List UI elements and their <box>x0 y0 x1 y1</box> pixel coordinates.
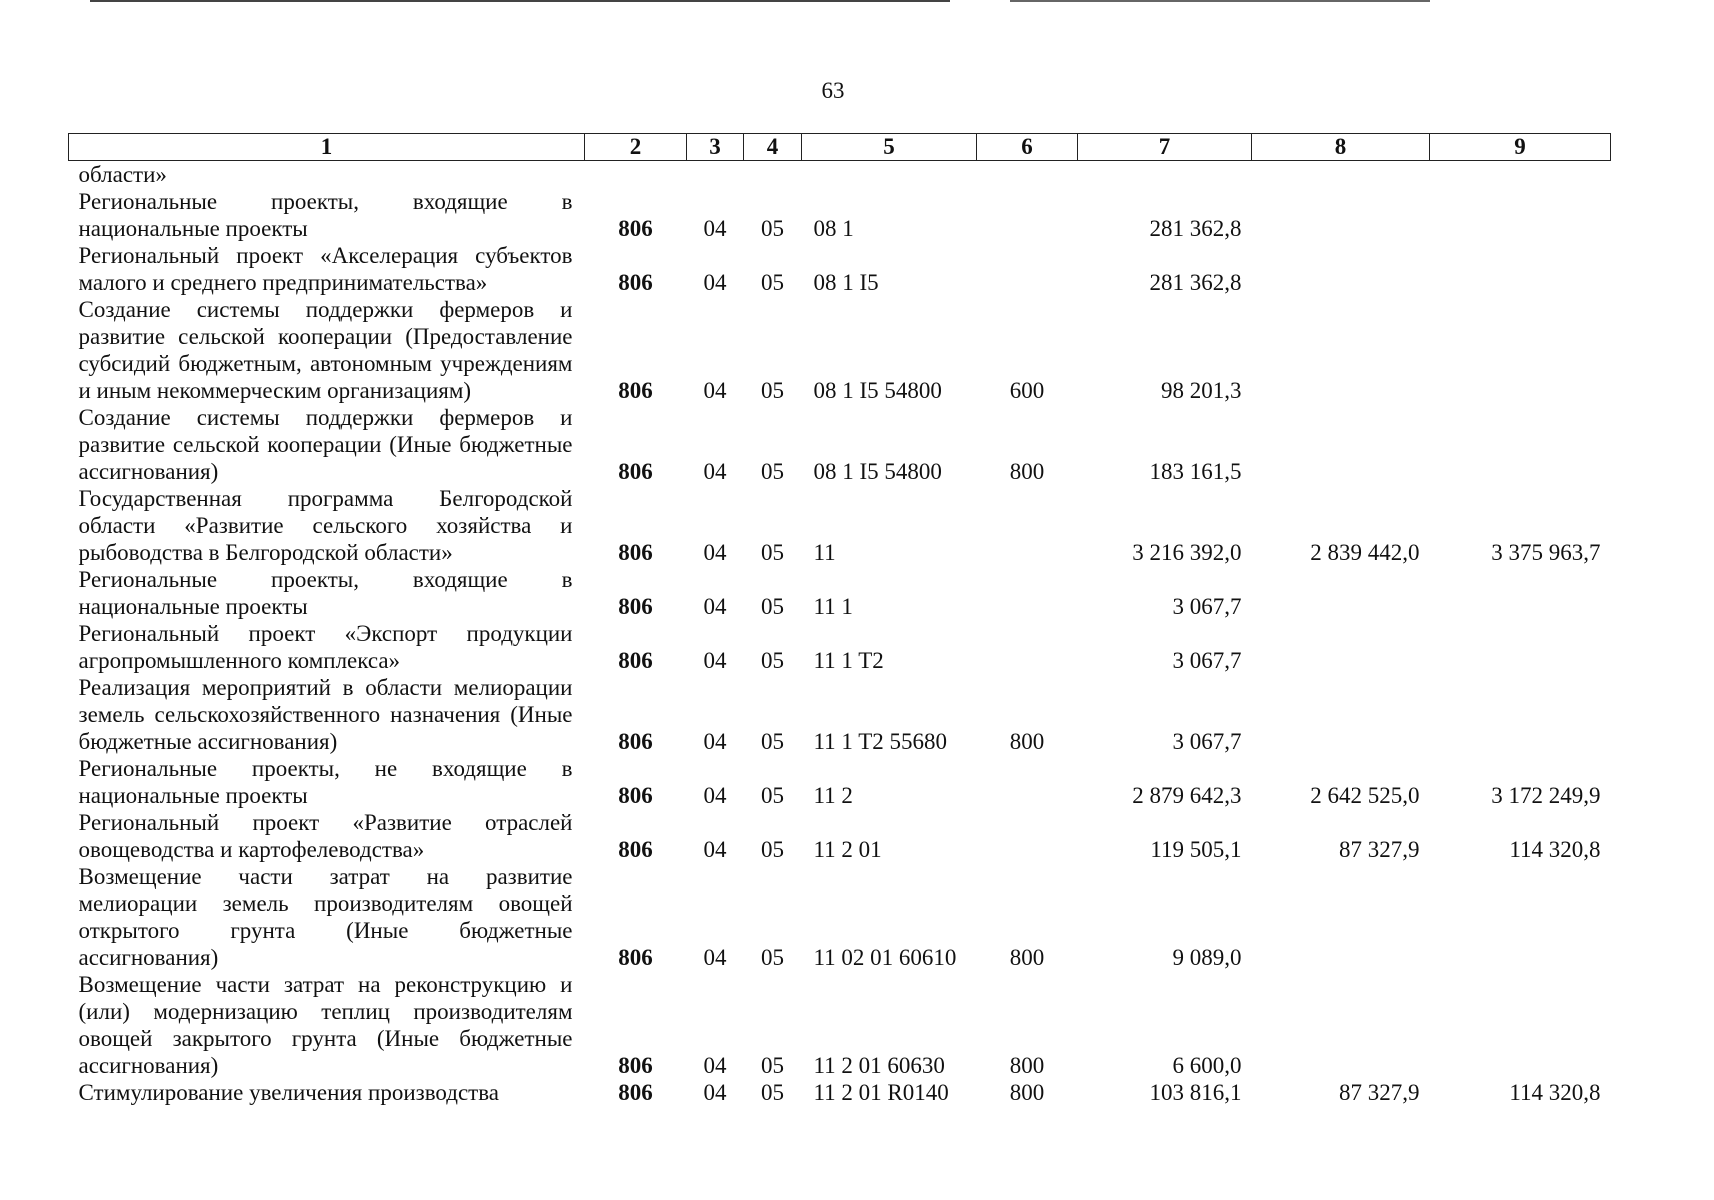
amount-col-7: 3 216 392,0 <box>1132 540 1242 565</box>
subsection-code: 05 <box>761 837 784 862</box>
amount-col-9: 114 320,8 <box>1509 1080 1601 1105</box>
header-col-1: 1 <box>69 134 585 161</box>
amount-col-8 <box>1252 971 1430 1079</box>
section-code: 04 <box>703 216 727 241</box>
header-col-7: 7 <box>1078 134 1252 161</box>
row-name: Стимулирование увеличения производства <box>78 1080 499 1105</box>
subsection-code: 05 <box>761 1080 784 1105</box>
row-name: Создание системы поддержки фермеров и развитие сельской кооперации (Иные бюджетные ассигнования) <box>78 405 573 484</box>
amount-col-9 <box>1430 404 1611 485</box>
expense-type-code: 800 <box>1009 729 1045 754</box>
target-article-code: 08 1 I5 <box>813 270 879 295</box>
amount-col-7: 98 201,3 <box>1161 378 1242 403</box>
expense-type-code <box>977 242 1078 296</box>
amount-col-7: 3 067,7 <box>1172 594 1242 619</box>
admin-code: 806 <box>618 594 653 619</box>
target-article-code: 11 2 01 <box>813 837 882 862</box>
subsection-code <box>744 161 802 189</box>
section-code: 04 <box>703 783 727 808</box>
amount-col-7: 281 362,8 <box>1149 270 1242 295</box>
amount-col-7: 183 161,5 <box>1149 459 1242 484</box>
section-code: 04 <box>703 729 727 754</box>
target-article-code: 11 1 <box>813 594 853 619</box>
amount-col-8 <box>1252 161 1430 189</box>
amount-col-7: 3 067,7 <box>1172 729 1242 754</box>
table-row <box>69 404 1611 485</box>
expense-type-code: 600 <box>1009 378 1045 403</box>
budget-table <box>68 133 1611 1106</box>
section-code: 04 <box>703 270 727 295</box>
table-row <box>69 485 1611 566</box>
section-code: 04 <box>703 837 727 862</box>
target-article-code: 11 02 01 60610 <box>813 945 957 970</box>
row-name: Реализация мероприятий в области мелиорации земель сельскохозяйственного назначения (Иные бюджетные ассигнования) <box>78 675 573 754</box>
expense-type-code: 800 <box>1009 459 1045 484</box>
admin-code <box>585 161 687 189</box>
section-code: 04 <box>703 1080 727 1105</box>
subsection-code: 05 <box>761 1053 784 1078</box>
amount-col-9 <box>1430 971 1611 1079</box>
expense-type-code <box>977 620 1078 674</box>
row-name: Региональный проект «Акселерация субъектов малого и среднего предпринимательства» <box>78 243 573 295</box>
subsection-code: 05 <box>761 945 784 970</box>
expense-type-code <box>977 566 1078 620</box>
target-article-code: 11 <box>813 540 836 565</box>
admin-code: 806 <box>618 270 653 295</box>
amount-col-9 <box>1430 674 1611 755</box>
row-name: Создание системы поддержки фермеров и развитие сельской кооперации (Предоставление субсидий бюджетным, автономным учреждениям и иным некоммерческим организациям) <box>78 297 573 403</box>
amount-col-8 <box>1252 620 1430 674</box>
section-code: 04 <box>703 540 727 565</box>
table-row <box>69 188 1611 242</box>
amount-col-9 <box>1430 188 1611 242</box>
table-row <box>69 863 1611 971</box>
amount-col-9 <box>1430 242 1611 296</box>
target-article-code: 11 1 T2 <box>813 648 884 673</box>
row-name: Региональные проекты, входящие в национальные проекты <box>78 567 573 619</box>
table-row <box>69 755 1611 809</box>
table-row <box>69 620 1611 674</box>
target-article-code: 11 2 <box>813 783 853 808</box>
expense-type-code: 800 <box>1009 945 1045 970</box>
target-article-code: 08 1 I5 54800 <box>813 378 942 403</box>
row-name: Региональный проект «Развитие отраслей овощеводства и картофелеводства» <box>78 810 573 862</box>
row-name: Региональные проекты, входящие в национальные проекты <box>78 189 573 241</box>
admin-code: 806 <box>618 216 653 241</box>
section-code: 04 <box>703 459 727 484</box>
section-code: 04 <box>703 594 727 619</box>
top-rule-right <box>1010 0 1430 2</box>
admin-code: 806 <box>618 1053 653 1078</box>
section-code <box>687 161 744 189</box>
expense-type-code: 800 <box>1009 1053 1045 1078</box>
subsection-code: 05 <box>761 378 784 403</box>
header-col-2: 2 <box>585 134 687 161</box>
table-row <box>69 296 1611 404</box>
table-row <box>69 674 1611 755</box>
section-code: 04 <box>703 378 727 403</box>
amount-col-8 <box>1252 188 1430 242</box>
amount-col-8: 2 839 442,0 <box>1310 540 1420 565</box>
admin-code: 806 <box>618 459 653 484</box>
header-col-5: 5 <box>802 134 977 161</box>
expense-type-code <box>977 485 1078 566</box>
row-name: Возмещение части затрат на развитие мелиорации земель производителям овощей открытого грунта (Иные бюджетные ассигнования) <box>78 864 573 970</box>
amount-col-7: 103 816,1 <box>1149 1080 1242 1105</box>
amount-col-7: 2 879 642,3 <box>1132 783 1242 808</box>
table-row <box>69 809 1611 863</box>
target-article-code <box>802 161 977 189</box>
target-article-code: 11 1 T2 55680 <box>813 729 948 754</box>
subsection-code: 05 <box>761 459 784 484</box>
header-col-4: 4 <box>744 134 802 161</box>
subsection-code: 05 <box>761 648 784 673</box>
row-name: Возмещение части затрат на реконструкцию и (или) модернизацию теплиц производителям овощей закрытого грунта (Иные бюджетные ассигнования) <box>78 972 573 1078</box>
admin-code: 806 <box>618 837 653 862</box>
amount-col-9 <box>1430 863 1611 971</box>
subsection-code: 05 <box>761 540 784 565</box>
admin-code: 806 <box>618 1080 653 1105</box>
expense-type-code: 800 <box>1009 1080 1045 1105</box>
row-name: Региональный проект «Экспорт продукции агропромышленного комплекса» <box>78 621 573 673</box>
table-row <box>69 971 1611 1079</box>
amount-col-8: 87 327,9 <box>1339 837 1420 862</box>
expense-type-code <box>977 809 1078 863</box>
section-code: 04 <box>703 1053 727 1078</box>
amount-col-8: 2 642 525,0 <box>1310 783 1420 808</box>
expense-type-code <box>977 188 1078 242</box>
amount-col-8 <box>1252 863 1430 971</box>
subsection-code: 05 <box>761 270 784 295</box>
amount-col-7: 6 600,0 <box>1172 1053 1242 1078</box>
amount-col-8: 87 327,9 <box>1339 1080 1420 1105</box>
amount-col-9 <box>1430 620 1611 674</box>
subsection-code: 05 <box>761 216 784 241</box>
row-name: Государственная программа Белгородской области «Развитие сельского хозяйства и рыбоводства в Белгородской области» <box>78 486 573 565</box>
amount-col-7: 119 505,1 <box>1150 837 1242 862</box>
target-article-code: 11 2 01 60630 <box>813 1053 945 1078</box>
target-article-code: 08 1 <box>813 216 854 241</box>
amount-col-9: 114 320,8 <box>1509 837 1601 862</box>
admin-code: 806 <box>618 648 653 673</box>
amount-col-8 <box>1252 296 1430 404</box>
subsection-code: 05 <box>761 783 784 808</box>
amount-col-8 <box>1252 404 1430 485</box>
amount-col-9 <box>1430 161 1611 189</box>
table-row <box>69 1079 1611 1106</box>
top-rule <box>90 0 950 2</box>
table-row <box>69 242 1611 296</box>
amount-col-9 <box>1430 296 1611 404</box>
amount-col-8 <box>1252 674 1430 755</box>
expense-type-code <box>977 161 1078 189</box>
amount-col-9: 3 172 249,9 <box>1491 783 1601 808</box>
amount-col-7: 3 067,7 <box>1172 648 1242 673</box>
table-row <box>69 161 1611 189</box>
target-article-code: 11 2 01 R0140 <box>813 1080 949 1105</box>
table-body <box>69 161 1611 1107</box>
amount-col-8 <box>1252 566 1430 620</box>
section-code: 04 <box>703 648 727 673</box>
admin-code: 806 <box>618 540 653 565</box>
section-code: 04 <box>703 945 727 970</box>
expense-type-code <box>977 755 1078 809</box>
amount-col-9 <box>1430 566 1611 620</box>
amount-col-8 <box>1252 242 1430 296</box>
header-col-3: 3 <box>687 134 744 161</box>
header-col-9: 9 <box>1430 134 1611 161</box>
target-article-code: 08 1 I5 54800 <box>813 459 942 484</box>
table-row <box>69 566 1611 620</box>
row-name: Региональные проекты, не входящие в национальные проекты <box>78 756 573 808</box>
amount-col-9: 3 375 963,7 <box>1491 540 1601 565</box>
header-row <box>69 134 1611 161</box>
amount-col-7 <box>1078 161 1252 189</box>
page-number: 63 <box>821 78 845 103</box>
admin-code: 806 <box>618 729 653 754</box>
subsection-code: 05 <box>761 729 784 754</box>
admin-code: 806 <box>618 378 653 403</box>
amount-col-7: 9 089,0 <box>1172 945 1242 970</box>
row-name: области» <box>78 162 167 187</box>
admin-code: 806 <box>618 783 653 808</box>
subsection-code: 05 <box>761 594 784 619</box>
admin-code: 806 <box>618 945 653 970</box>
amount-col-7: 281 362,8 <box>1149 216 1242 241</box>
header-col-6: 6 <box>977 134 1078 161</box>
header-col-8: 8 <box>1252 134 1430 161</box>
